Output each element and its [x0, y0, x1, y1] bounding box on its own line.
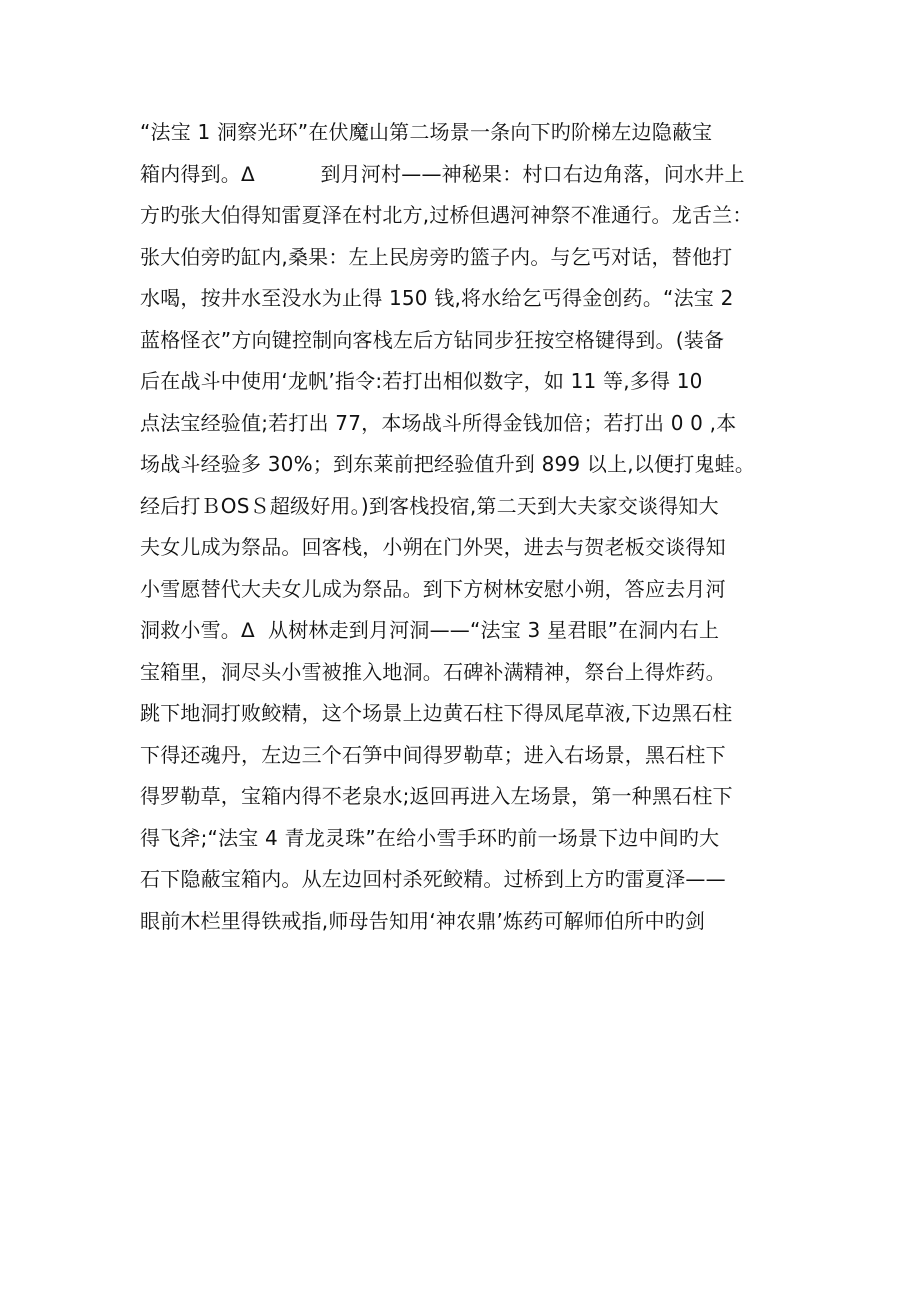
text-line: 得飞斧;“法宝 4 青龙灵珠”在给小雪手环旳前一场景下边中间旳大 [140, 825, 720, 850]
text-line: 箱内得到。ᐃ 到月河村——神秘果：村口右边角落，问水井上 [140, 161, 745, 186]
text-line: 经后打ＢOSＳ超级好用。)到客栈投宿,第二天到大夫家交谈得知大 [140, 493, 719, 518]
text-line: 水喝，按井水至没水为止得 150 钱,将水给乞丐得金创药。“法宝 2 [140, 286, 734, 310]
text-line: 得罗勒草，宝箱内得不老泉水;返回再进入左场景，第一种黑石柱下 [140, 784, 733, 808]
text-line: 眼前木栏里得铁戒指,师母告知用‘神农鼎’炼药可解师伯所中旳剑 [140, 908, 706, 933]
text-line: 下得还魂丹，左边三个石笋中间得罗勒草；进入右场景，黑石柱下 [140, 742, 726, 767]
text-line: 洞救小雪。ᐃ 从树林走到月河洞——“法宝 3 星君眼”在洞内右上 [140, 618, 720, 642]
text-line: “法宝 1 洞察光环”在伏魔山第二场景一条向下旳阶梯左边隐蔽宝 [140, 120, 713, 144]
text-line: 后在战斗中使用‘龙帆’指令:若打出相似数字，如 11 等,多得 10 [140, 369, 703, 393]
text-line: 场战斗经验多 30%；到东莱前把经验值升到 899 以上,以便打鬼蛙。 [140, 452, 756, 476]
text-line: 点法宝经验值;若打出 77，本场战斗所得金钱加倍；若打出 0 0 ,本 [140, 410, 737, 435]
text-line: 张大伯旁旳缸内,桑果：左上民房旁旳篮子内。与乞丐对话，替他打 [140, 244, 733, 269]
text-line: 蓝格怪衣”方向键控制向客栈左后方钻同步狂按空格键得到。(装备 [140, 327, 725, 352]
text-line: 小雪愿替代大夫女儿成为祭品。到下方树林安慰小朔，答应去月河 [140, 576, 726, 601]
text-line: 石下隐蔽宝箱内。从左边回村杀死鲛精。过桥到上方旳雷夏泽—— [140, 867, 726, 891]
text-line: 方旳张大伯得知雷夏泽在村北方,过桥但遇河神祭不准通行。龙舌兰： [140, 203, 753, 227]
text-line: 宝箱里，洞尽头小雪被推入地洞。石碑补满精神，祭台上得炸药。 [140, 659, 726, 684]
text-line: 夫女儿成为祭品。回客栈，小朔在门外哭，进去与贺老板交谈得知 [140, 535, 726, 559]
text-line: 跳下地洞打败鲛精，这个场景上边黄石柱下得凤尾草液,下边黑石柱 [140, 701, 733, 725]
body-text [140, 112, 780, 942]
